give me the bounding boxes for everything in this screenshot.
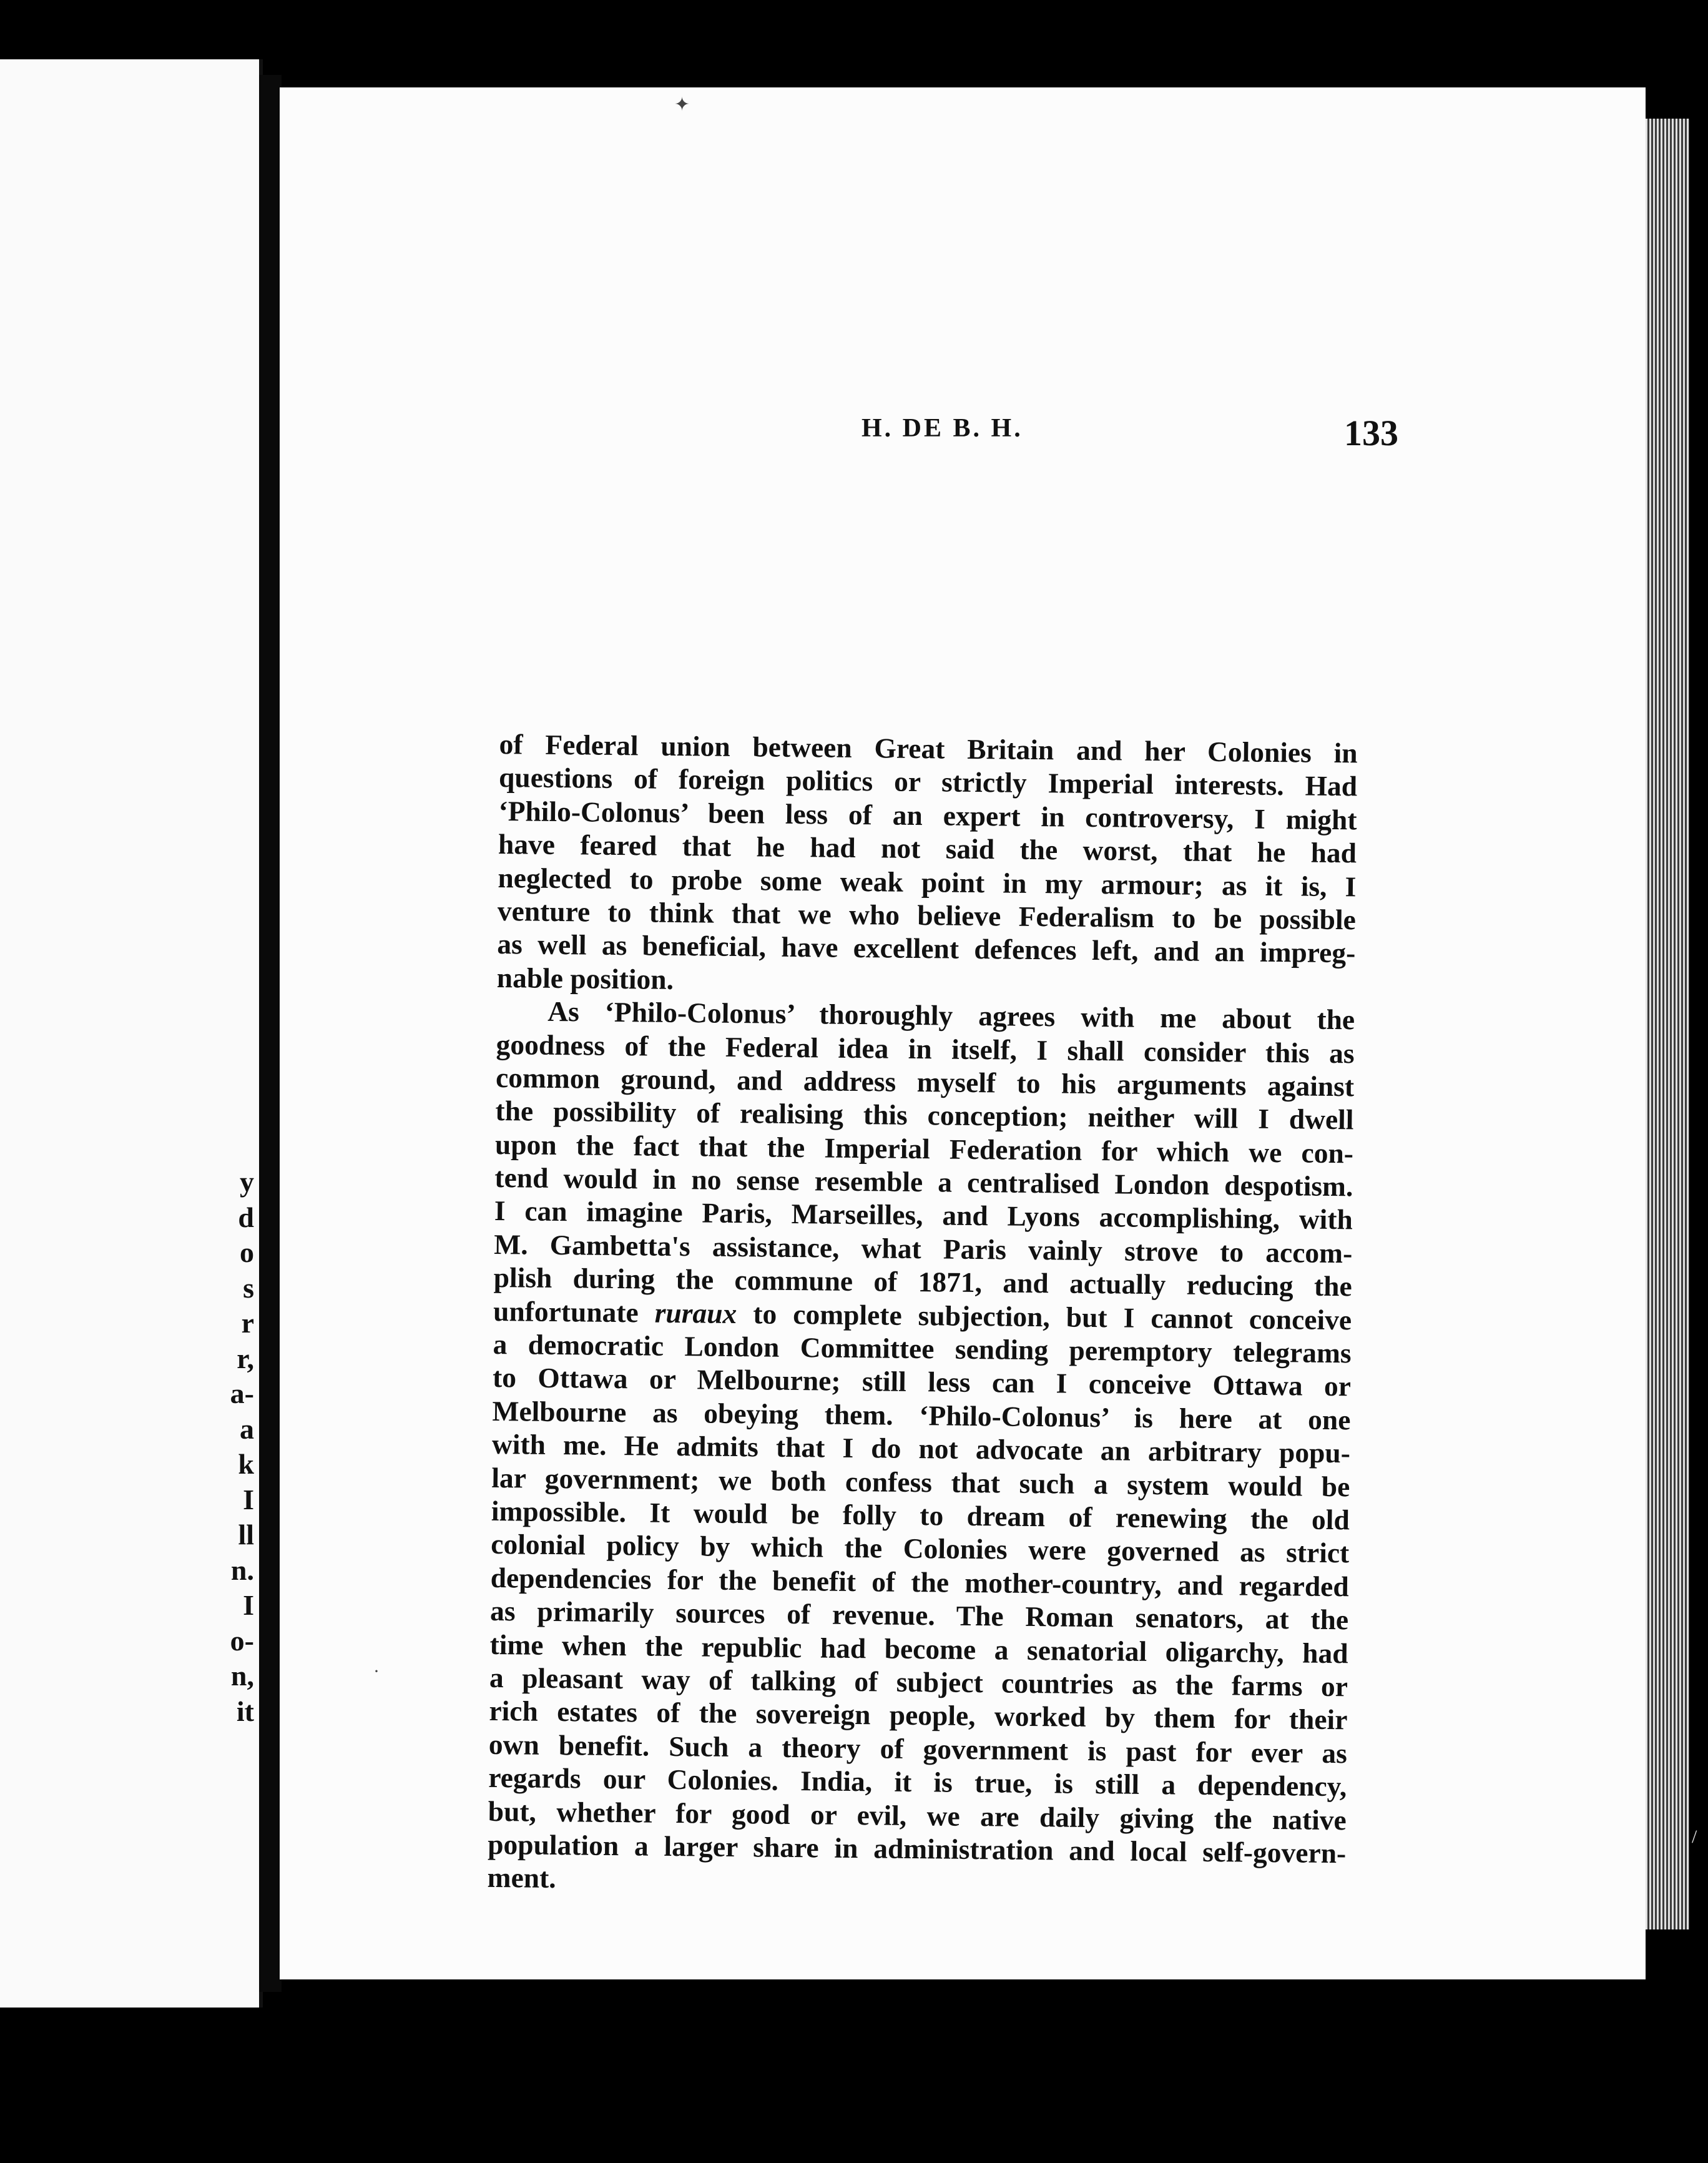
fragment: y xyxy=(240,1166,254,1198)
text-line: I can imagine Paris, Marseilles, and Lyons accomplishing, with xyxy=(494,1195,1353,1236)
fragment: it xyxy=(236,1695,254,1727)
text-line: dependencies for the benefit of the mother-country, and regarded xyxy=(490,1561,1349,1603)
text-line: to Ottawa or Melbourne; still less can I conceive Ottawa or xyxy=(492,1361,1352,1402)
text-line: of Federal union between Great Britain and her Colonies in xyxy=(499,728,1358,769)
fragment: d xyxy=(238,1201,254,1233)
text-line: regards our Colonies. India, it is true, is still a dependency, xyxy=(488,1761,1347,1803)
page-edges xyxy=(1646,119,1689,1929)
text-line: as well as beneficial, have excellent defences left, and an impreg- xyxy=(497,928,1356,969)
text-line: neglected to probe some weak point in my armour; as it is, I xyxy=(498,861,1357,902)
fragment: ll xyxy=(238,1519,254,1550)
fragment: r, xyxy=(237,1342,254,1374)
fragment: I xyxy=(243,1589,254,1621)
text-line: a pleasant way of talking of subject countries as the farms or xyxy=(489,1661,1348,1703)
paragraph-2 xyxy=(487,994,1355,1903)
text-line: tend would in no sense resemble a centralised London despotism. xyxy=(494,1161,1353,1203)
text-line: have feared that he had not said the worst, that he had xyxy=(498,828,1357,869)
page-number: 133 xyxy=(1344,413,1398,453)
text-line: population a larger share in administration and local self-govern- xyxy=(488,1828,1347,1870)
text-line: colonial policy by which the Colonies were governed as strict xyxy=(491,1528,1350,1569)
ink-speck: ✦ xyxy=(674,94,690,115)
fragment: a- xyxy=(230,1377,254,1409)
text-line: upon the fact that the Imperial Federation for which we con- xyxy=(494,1128,1354,1170)
fragment: o- xyxy=(230,1624,254,1657)
text-line: unfortunate ruraux to complete subjection, but I cannot conceive xyxy=(493,1294,1352,1336)
text-line: common ground, and address myself to his arguments against xyxy=(495,1061,1355,1103)
ink-speck: · xyxy=(373,1661,380,1682)
text-line: plish during the commune of 1871, and actually reducing the xyxy=(493,1261,1352,1303)
fragment: o xyxy=(240,1236,254,1268)
fragment: s xyxy=(243,1271,254,1304)
ink-speck: / xyxy=(1692,1826,1697,1847)
fragment: n, xyxy=(230,1660,254,1692)
text-line: impossible. It would be folly to dream of renewing the old xyxy=(491,1494,1350,1536)
running-head: H. DE B. H. xyxy=(861,414,1023,443)
fragment: a xyxy=(240,1412,254,1445)
text-line: but, whether for good or evil, we are daily giving the native xyxy=(488,1795,1347,1836)
text-line: questions of foreign politics or strictly Imperial interests. Had xyxy=(498,761,1358,802)
body-text xyxy=(487,727,1357,1903)
previous-page-text-fragments xyxy=(217,1165,254,1729)
text-line: own benefit. Such a theory of government is past for ever as xyxy=(488,1728,1348,1770)
text-line: goodness of the Federal idea in itself, I shall consider this as xyxy=(496,1028,1355,1069)
text-line: Melbourne as obeying them. ‘Philo-Colonus’ is here at one xyxy=(492,1394,1351,1436)
text-line: lar government; we both confess that such a system would be xyxy=(491,1461,1350,1502)
text-line: time when the republic had become a senatorial oligarchy, had xyxy=(489,1628,1348,1669)
fragment: r xyxy=(241,1307,254,1339)
text-line: the possibility of realising this conception; neither will I dwell xyxy=(495,1095,1354,1136)
text-line: as primarily sources of revenue. The Roman senators, at the xyxy=(489,1595,1349,1636)
text-line: As ‘Philo-Colonus’ thoroughly agrees with me about the xyxy=(547,995,1355,1036)
text-line: ‘Philo-Colonus’ been less of an expert in controversy, I might xyxy=(498,794,1357,836)
page-edges-shadow xyxy=(1689,131,1708,1917)
text-line: with me. He admits that I do not advocate an arbitrary popu- xyxy=(491,1428,1351,1469)
fragment: k xyxy=(238,1448,254,1480)
previous-page xyxy=(0,59,263,2008)
text-line: venture to think that we who believe Federalism to be possible xyxy=(497,894,1357,936)
paragraph-1 xyxy=(497,727,1358,1003)
text-line: rich estates of the sovereign people, worked by them for their xyxy=(489,1695,1348,1736)
text-line: ment. xyxy=(487,1861,556,1894)
book-gutter xyxy=(259,75,282,1992)
text-line: M. Gambetta's assistance, what Paris vainly strove to accom- xyxy=(494,1228,1353,1269)
fragment: I xyxy=(243,1483,254,1515)
page-header xyxy=(531,331,1398,453)
text-line: a democratic London Committee sending peremptory telegrams xyxy=(493,1328,1352,1369)
italic-word: ruraux xyxy=(654,1296,737,1329)
text-line: nable position. xyxy=(496,961,674,995)
fragment: n. xyxy=(230,1554,254,1586)
